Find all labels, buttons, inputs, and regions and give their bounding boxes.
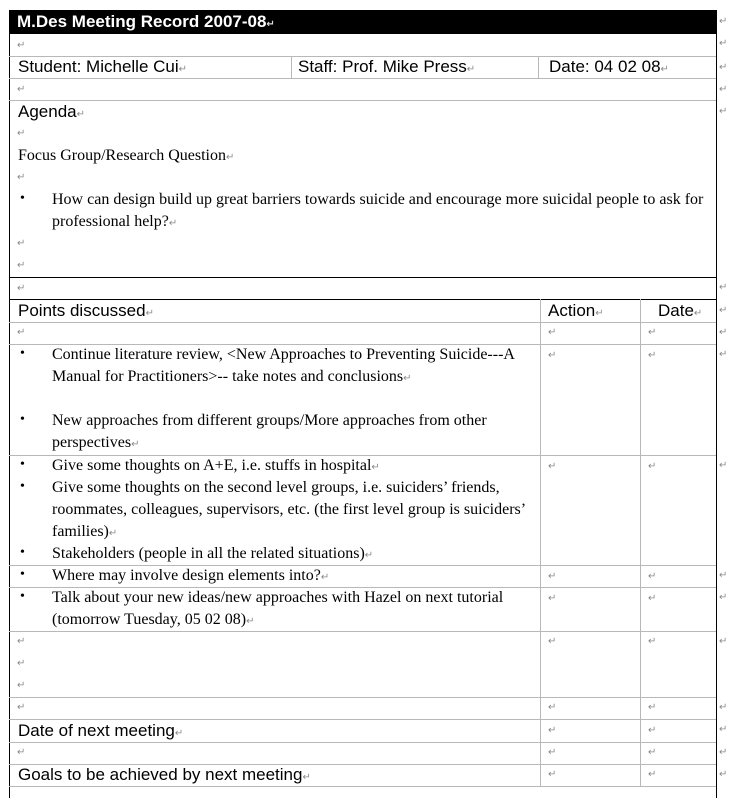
paragraph-mark: ↵ <box>648 747 657 758</box>
paragraph-mark: ↵ <box>719 84 728 95</box>
agenda-heading-text: Agenda <box>18 102 77 121</box>
paragraph-mark: ↵ <box>648 350 657 361</box>
paragraph-mark: ↵ <box>320 572 330 583</box>
paragraph-mark: ↵ <box>548 636 557 647</box>
paragraph-mark: ↵ <box>17 747 26 758</box>
paragraph-mark: ↵ <box>76 109 86 120</box>
point-item <box>52 543 537 567</box>
paragraph-mark: ↵ <box>17 702 26 713</box>
paragraph-mark: ↵ <box>595 308 604 319</box>
paragraph-mark: ↵ <box>17 283 26 294</box>
bullet-icon: • <box>20 567 25 582</box>
paragraph-mark: ↵ <box>719 106 728 117</box>
agenda-subheading-text: Focus Group/Research Question <box>18 147 226 164</box>
paragraph-mark: ↵ <box>719 592 728 603</box>
bullet-icon: • <box>20 346 25 361</box>
action-header <box>548 301 604 321</box>
paragraph-mark: ↵ <box>548 769 557 780</box>
paragraph-mark: ↵ <box>145 308 154 319</box>
paragraph-mark: ↵ <box>548 747 557 758</box>
paragraph-mark: ↵ <box>302 772 311 783</box>
paragraph-mark: ↵ <box>17 128 26 139</box>
row-divider <box>9 697 716 698</box>
row-divider <box>9 100 716 101</box>
paragraph-mark: ↵ <box>371 462 380 473</box>
next-meeting-label <box>18 721 183 741</box>
paragraph-mark: ↵ <box>719 724 728 735</box>
row-divider <box>9 719 716 720</box>
point-text: Stakeholders (people in all the related situations) <box>52 545 365 562</box>
bullet-icon: • <box>20 589 25 604</box>
point-item <box>52 344 522 390</box>
paragraph-mark: ↵ <box>17 238 26 249</box>
paragraph-mark: ↵ <box>693 308 703 319</box>
paragraph-mark: ↵ <box>648 702 657 713</box>
paragraph-mark: ↵ <box>246 616 255 627</box>
meeting-date: Date: 04 02 08 <box>549 57 661 76</box>
student-cell <box>18 57 187 77</box>
next-meeting-text: Date of next meeting <box>18 721 175 740</box>
header-column-divider <box>538 56 539 78</box>
paragraph-mark: ↵ <box>648 461 657 472</box>
paragraph-mark: ↵ <box>719 62 728 73</box>
paragraph-mark: ↵ <box>648 769 657 780</box>
paragraph-mark: ↵ <box>178 64 188 75</box>
bullet-icon: • <box>20 457 25 472</box>
paragraph-mark: ↵ <box>548 350 557 361</box>
points-header-text: Points discussed <box>18 301 146 320</box>
paragraph-mark: ↵ <box>17 636 26 647</box>
point-text: Give some thoughts on A+E, i.e. stuffs in hospital <box>52 457 372 474</box>
point-item <box>52 410 537 456</box>
point-item <box>52 587 507 633</box>
paragraph-mark: ↵ <box>364 550 374 561</box>
row-divider <box>9 78 716 79</box>
paragraph-mark: ↵ <box>719 460 728 471</box>
table-right-border <box>716 10 717 798</box>
point-item <box>52 477 532 545</box>
paragraph-mark: ↵ <box>660 64 669 75</box>
header-column-divider <box>291 56 292 78</box>
date-column-divider <box>640 299 641 787</box>
row-divider <box>9 742 716 743</box>
section-divider <box>9 277 716 278</box>
point-item <box>52 565 537 589</box>
bullet-icon: • <box>20 545 25 560</box>
paragraph-mark: ↵ <box>719 305 728 316</box>
staff-cell <box>298 57 475 77</box>
bullet-icon: • <box>20 191 25 206</box>
date-header-text: Date <box>658 301 694 320</box>
point-text: Continue literature review, <New Approaches to Preventing Suicide---A Manual for Practitioners>-- take notes and conclusions <box>52 346 515 385</box>
paragraph-mark: ↵ <box>548 461 557 472</box>
bullet-icon: • <box>20 412 25 427</box>
paragraph-mark: ↵ <box>719 349 728 360</box>
date-header <box>658 301 702 321</box>
point-item <box>52 455 537 479</box>
paragraph-mark: ↵ <box>17 260 26 271</box>
paragraph-mark: ↵ <box>17 84 26 95</box>
agenda-question-text: How can design build up great barriers towards suicide and encourage more suicidal people to ask for professional help? <box>52 191 704 230</box>
paragraph-mark: ↵ <box>266 19 275 30</box>
row-divider <box>9 322 716 323</box>
paragraph-mark: ↵ <box>548 593 557 604</box>
paragraph-mark: ↵ <box>225 152 235 163</box>
paragraph-mark: ↵ <box>648 571 657 582</box>
agenda-subheading <box>18 145 234 169</box>
document-title-bar <box>9 10 716 34</box>
action-header-text: Action <box>548 301 596 320</box>
paragraph-mark: ↵ <box>719 747 728 758</box>
paragraph-mark: ↵ <box>719 570 728 581</box>
document-title: M.Des Meeting Record 2007-08 <box>17 12 267 31</box>
paragraph-mark: ↵ <box>17 658 26 669</box>
paragraph-mark: ↵ <box>719 769 728 780</box>
paragraph-mark: ↵ <box>548 702 557 713</box>
paragraph-mark: ↵ <box>719 38 728 49</box>
paragraph-mark: ↵ <box>17 40 26 51</box>
action-column-divider <box>540 299 541 787</box>
goals-text: Goals to be achieved by next meeting <box>18 765 303 784</box>
paragraph-mark: ↵ <box>168 218 178 229</box>
paragraph-mark: ↵ <box>648 725 657 736</box>
paragraph-mark: ↵ <box>648 327 657 338</box>
paragraph-mark: ↵ <box>719 327 728 338</box>
point-text: Where may involve design elements into? <box>52 567 321 584</box>
point-text: Give some thoughts on the second level groups, i.e. suiciders’ friends, roommates, colleagues, supervisors, etc. (the first level group is suiciders’ families) <box>52 479 525 540</box>
date-cell <box>549 57 669 77</box>
paragraph-mark: ↵ <box>719 702 728 713</box>
paragraph-mark: ↵ <box>719 16 728 27</box>
paragraph-mark: ↵ <box>174 728 184 739</box>
agenda-heading <box>18 102 85 122</box>
point-text: Talk about your new ideas/new approaches with Hazel on next tutorial (tomorrow Tuesday, 05 02 08) <box>52 589 504 628</box>
goals-label <box>18 765 311 785</box>
paragraph-mark: ↵ <box>108 528 118 539</box>
point-text: New approaches from different groups/More approaches from other perspectives <box>52 412 487 451</box>
agenda-question <box>52 189 707 235</box>
section-divider <box>9 299 716 300</box>
paragraph-mark: ↵ <box>17 172 26 183</box>
paragraph-mark: ↵ <box>17 327 26 338</box>
table-left-border <box>9 10 10 798</box>
paragraph-mark: ↵ <box>466 64 476 75</box>
paragraph-mark: ↵ <box>17 680 26 691</box>
paragraph-mark: ↵ <box>131 439 140 450</box>
paragraph-mark: ↵ <box>648 636 657 647</box>
bullet-icon: • <box>20 479 25 494</box>
student-name: Student: Michelle Cui <box>18 57 179 76</box>
paragraph-mark: ↵ <box>403 373 412 384</box>
paragraph-mark: ↵ <box>719 282 728 293</box>
paragraph-mark: ↵ <box>548 571 557 582</box>
paragraph-mark: ↵ <box>548 327 557 338</box>
points-header <box>18 301 154 321</box>
paragraph-mark: ↵ <box>648 593 657 604</box>
staff-name: Staff: Prof. Mike Press <box>298 57 467 76</box>
paragraph-mark: ↵ <box>548 725 557 736</box>
row-divider <box>9 786 716 787</box>
paragraph-mark: ↵ <box>719 636 728 647</box>
